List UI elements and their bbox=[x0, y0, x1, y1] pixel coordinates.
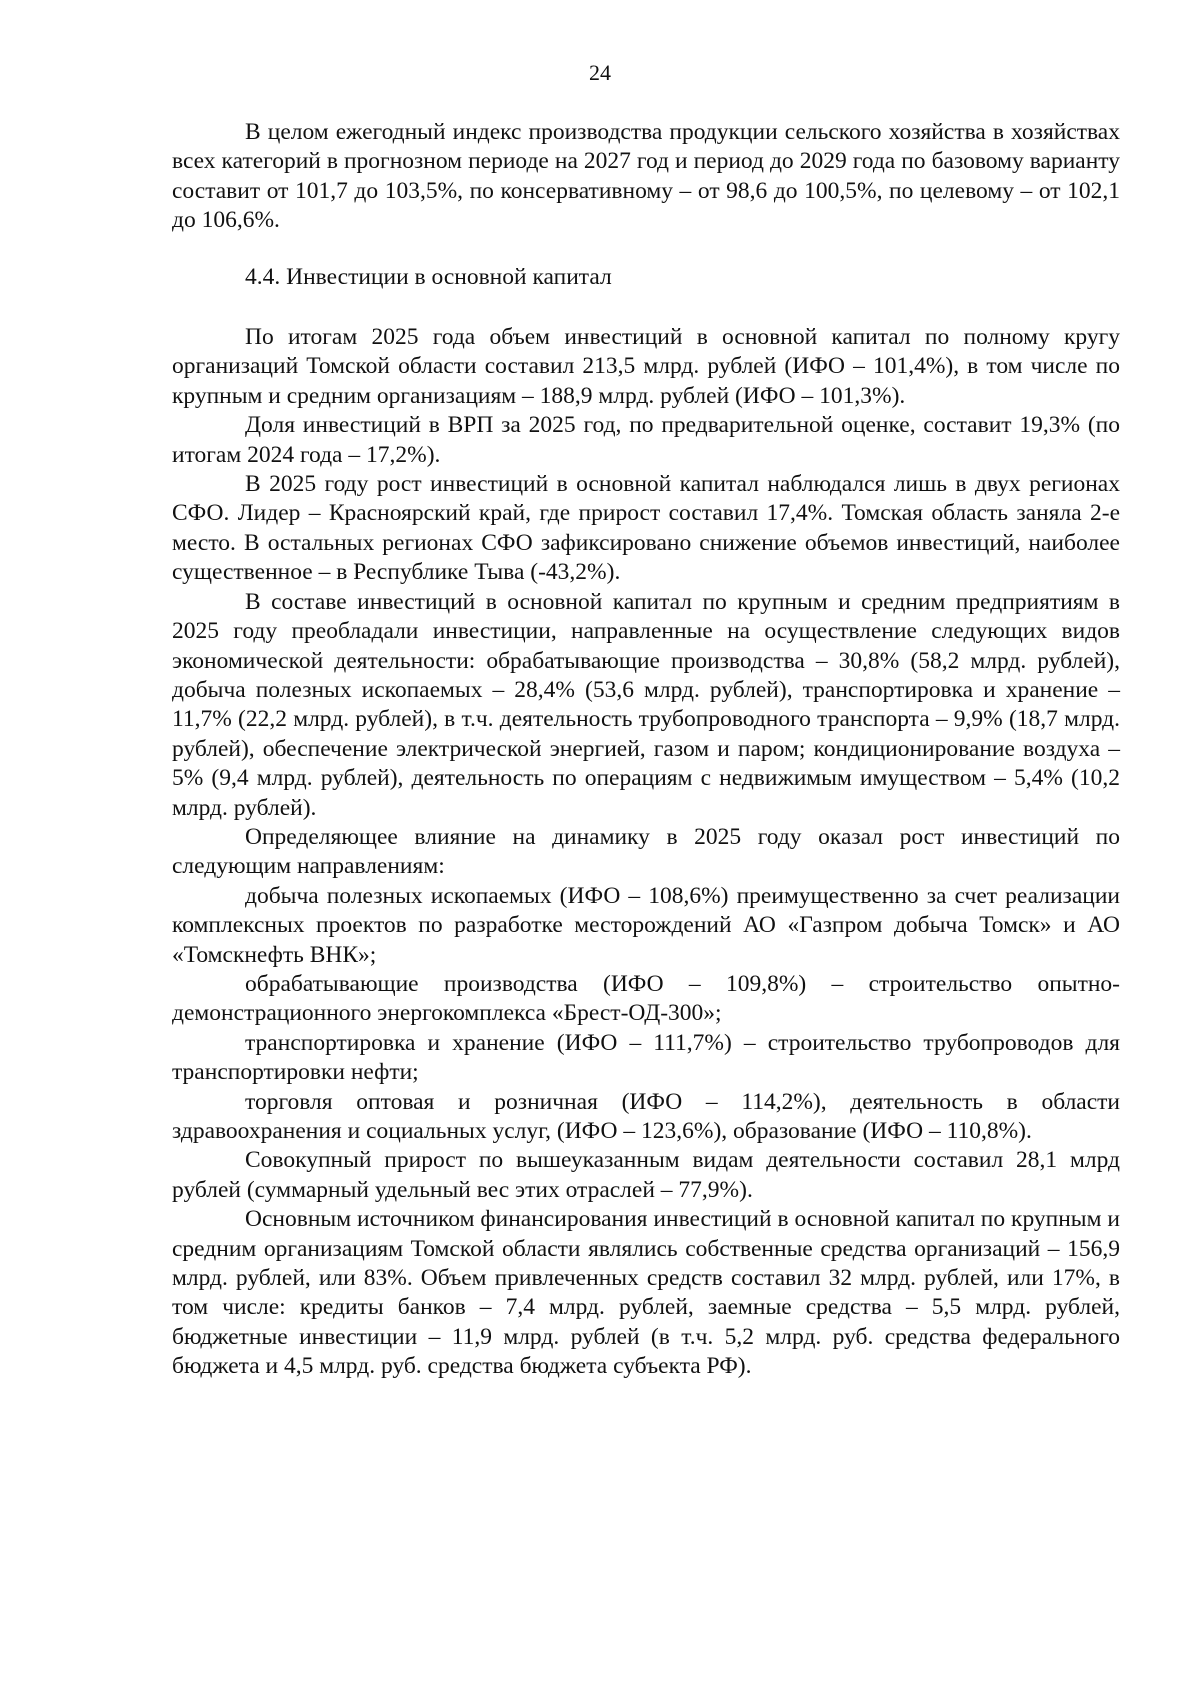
paragraph-activity-structure: В составе инвестиций в основной капитал по крупным и средним предприятиям в 2025 году преобладали инвестиции, направленные на осуществление следующих видов экономической деятельности: обрабатывающие производства – 30,8% (58,2 млрд. рублей), добыча полезных ископаемых – 28,4% (53,6 млрд. рублей), транспортировка и хранение – 11,7% (22,2 млрд. рублей), в т.ч. деятельность трубопроводного транспорта – 9,9% (18,7 млрд. рублей), обеспечение электрической энергией, газом и паром; кондиционирование воздуха – 5% (9,4 млрд. рублей), деятельность по операциям с недвижимым имуществом – 5,4% (10,2 млрд. рублей). bbox=[172, 588, 1120, 821]
paragraph-total-growth: Совокупный прирост по вышеуказанным видам деятельности составил 28,1 млрд рублей (суммарный удельный вес этих отраслей – 77,9%). bbox=[172, 1147, 1120, 1203]
paragraph-financing-sources: Основным источником финансирования инвестиций в основной капитал по крупным и средним организациям Томской области являлись собственные средства организаций – 156,9 млрд. рублей, или 83%. Объем привлеченных средств составил 32 млрд. рублей, или 17%, в том числе: кредиты банков – 7,4 млрд. рублей, заемные средства – 5,5 млрд. рублей, бюджетные инвестиции – 11,9 млрд. рублей (в т.ч. 5,2 млрд. руб. средства федерального бюджета и 4,5 млрд. руб. средства бюджета субъекта РФ). bbox=[172, 1206, 1120, 1380]
paragraph-sfo-regions: В 2025 году рост инвестиций в основной капитал наблюдался лишь в двух регионах СФО. Лидер – Красноярский край, где прирост составил 17,4%. Томская область заняла 2-е место. В остальных регионах СФО зафиксировано снижение объемов инвестиций, наиболее существенное – в Республике Тыва (-43,2%). bbox=[172, 471, 1120, 586]
paragraph-transport: транспортировка и хранение (ИФО – 111,7%) – строительство трубопроводов для транспортировки нефти; bbox=[172, 1029, 1120, 1086]
paragraph-grp-share: Доля инвестиций в ВРП за 2025 год, по предварительной оценке, составит 19,3% (по итогам 2024 года – 17,2%). bbox=[172, 412, 1120, 468]
paragraph-manufacturing: обрабатывающие производства (ИФО – 109,8%) – строительство опытно-демонстрационного энергокомплекса «Брест-ОД-300»; bbox=[172, 970, 1120, 1027]
paragraph-trade-health-education: торговля оптовая и розничная (ИФО – 114,2%), деятельность в области здравоохранения и социальных услуг, (ИФО – 123,6%), образование (ИФО – 110,8%). bbox=[172, 1088, 1120, 1144]
document-body bbox=[172, 118, 1120, 1382]
intro-paragraph: В целом ежегодный индекс производства продукции сельского хозяйства в хозяйствах всех категорий в прогнозном периоде на 2027 год и период до 2029 года по базовому варианту составит от 101,7 до 103,5%, по консервативному – от 98,6 до 100,5%, по целевому – от 102,1 до 106,6%. bbox=[172, 119, 1120, 234]
paragraph-mining: добыча полезных ископаемых (ИФО – 108,6%) преимущественно за счет реализации комплексных проектов по разработке месторождений АО «Газпром добыча Томск» и АО «Томскнефть ВНК»; bbox=[172, 882, 1120, 968]
paragraph-growth-directions: Определяющее влияние на динамику в 2025 году оказал рост инвестиций по следующим направлениям: bbox=[172, 823, 1120, 880]
page-number: 24 bbox=[589, 60, 611, 85]
paragraph-investment-total: По итогам 2025 года объем инвестиций в основной капитал по полному кругу организаций Томской области составил 213,5 млрд. рублей (ИФО – 101,4%), в том числе по крупным и средним организациям – 188,9 млрд. рублей (ИФО – 101,3%). bbox=[172, 324, 1120, 409]
section-heading: 4.4. Инвестиции в основной капитал bbox=[245, 263, 612, 290]
